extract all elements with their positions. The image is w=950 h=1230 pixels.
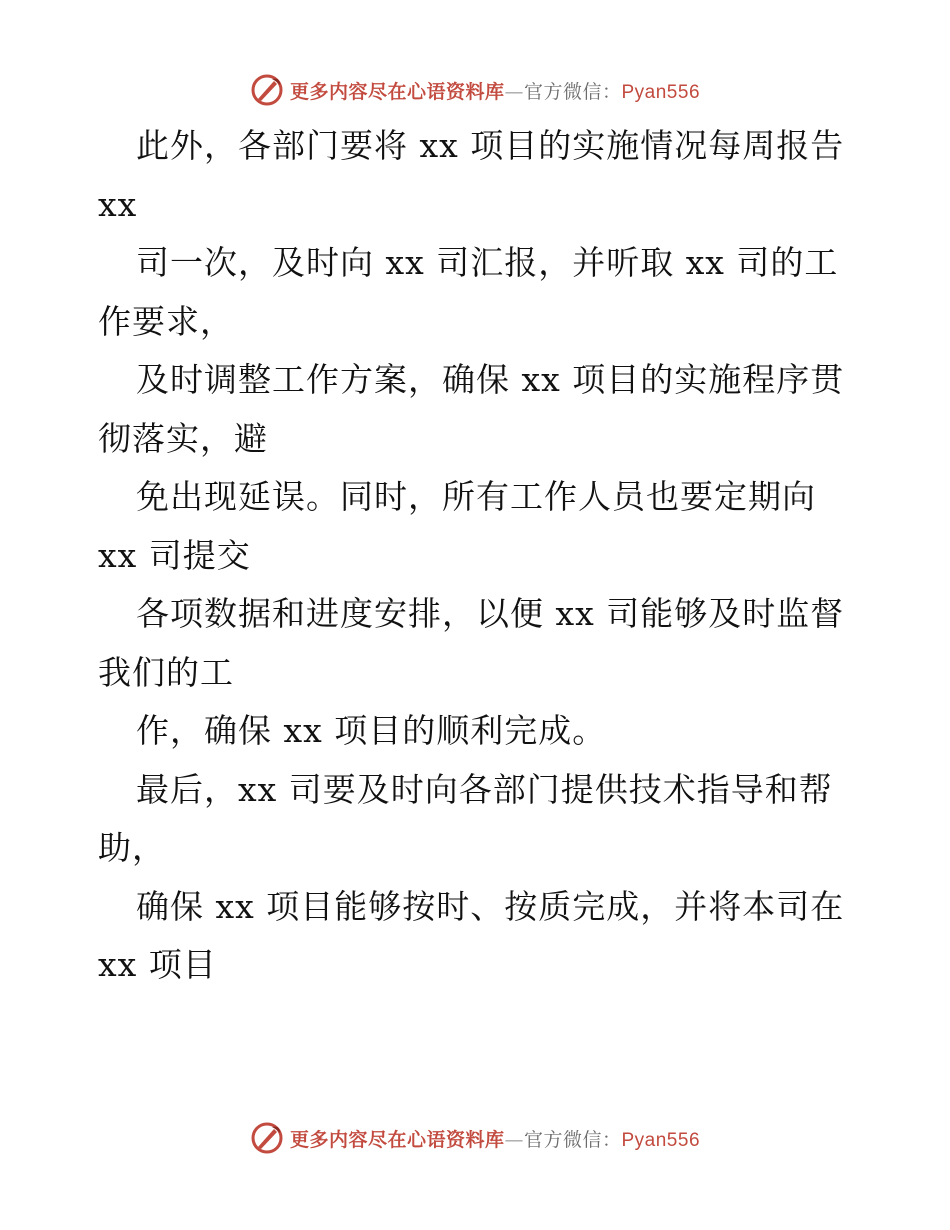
- watermark-wechat-id: Pyan556: [621, 81, 701, 103]
- footer-watermark: [0, 1118, 950, 1158]
- text-line: xx: [98, 184, 138, 224]
- text-line: 作，确保 xx 项目的顺利完成。: [136, 711, 607, 750]
- text-line: 免出现延误。同时，所有工作人员也要定期向: [136, 477, 816, 516]
- text-line: xx 司提交: [98, 535, 251, 575]
- text-line: 及时调整工作方案，确保 xx 项目的实施程序贯: [136, 360, 845, 399]
- text-line: 确保 xx 项目能够按时、按质完成，并将本司在: [136, 886, 845, 926]
- text-line: xx 项目: [98, 945, 217, 984]
- text-line: 各项数据和进度安排，以便 xx 司能够及时监督: [136, 594, 845, 633]
- text-line: 司一次，及时向 xx 司汇报，并听取 xx 司的工: [136, 243, 839, 282]
- watermark-dash: —: [504, 1128, 524, 1151]
- document-body: [98, 117, 858, 995]
- text-line: 最后，xx 司要及时向各部门提供技术指导和帮: [136, 769, 833, 809]
- header-watermark: [0, 70, 950, 110]
- text-line: 作要求，: [98, 301, 234, 341]
- text-line: 彻落实，避: [98, 418, 268, 458]
- text-line: 我们的工: [98, 652, 234, 692]
- watermark-brand: 更多内容尽在心语资料库: [289, 1128, 505, 1151]
- watermark-dash: —: [504, 80, 524, 103]
- watermark-brand: 更多内容尽在心语资料库: [289, 80, 505, 103]
- text-line: 此外，各部门要将 xx 项目的实施情况每周报告: [136, 126, 845, 165]
- watermark-wechat-id: Pyan556: [621, 1129, 701, 1151]
- quill-logo-icon: [250, 1121, 284, 1155]
- watermark-wechat-label: 官方微信：: [523, 1128, 622, 1151]
- quill-logo-icon: [250, 73, 284, 107]
- watermark-wechat-label: 官方微信：: [523, 80, 622, 103]
- text-line: 助，: [98, 828, 166, 867]
